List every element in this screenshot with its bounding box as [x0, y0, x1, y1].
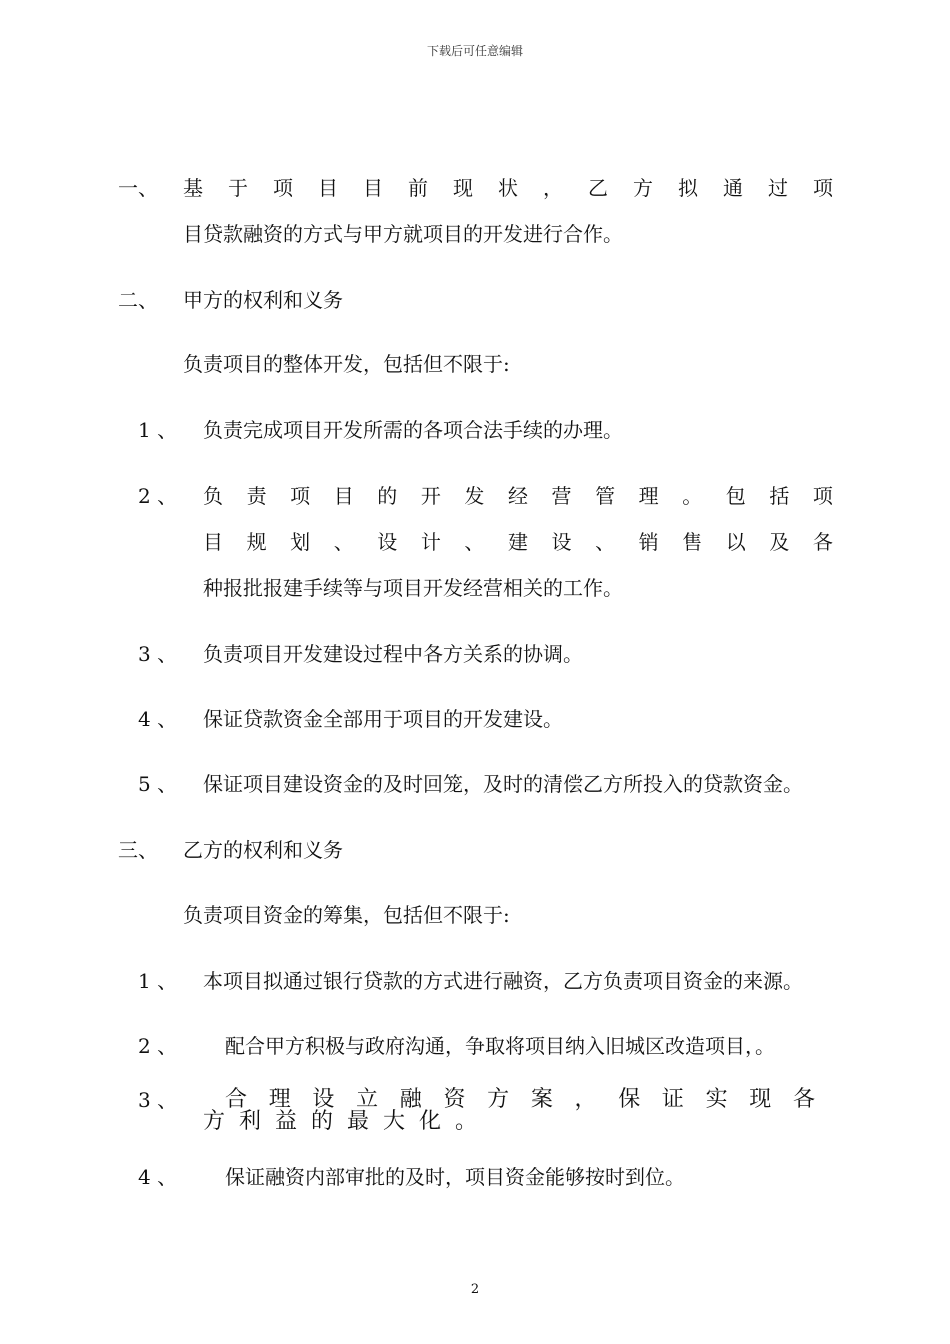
section-3-number: 三、: [118, 838, 158, 862]
item-2-3-number: 3 、: [138, 642, 178, 666]
glyph: 理: [268, 1087, 291, 1112]
section-3-intro: 负责项目资金的筹集，包括但不限于:: [183, 903, 510, 927]
item-2-1-text: 负责完成项目开发所需的各项合法手续的办理。: [203, 418, 623, 442]
section-2-intro: 负责项目的整体开发，包括但不限于:: [183, 352, 510, 376]
section-2-title: 甲方的权利和义务: [183, 288, 343, 312]
glyph: 证: [661, 1087, 684, 1112]
glyph: 前: [408, 176, 428, 200]
glyph: 项: [813, 176, 833, 200]
glyph: 销: [638, 530, 659, 554]
glyph: 设: [551, 530, 572, 554]
glyph: 售: [682, 530, 703, 554]
glyph: 开: [420, 484, 441, 508]
glyph: 责: [246, 484, 267, 508]
glyph: 经: [507, 484, 528, 508]
glyph: 负: [203, 484, 223, 508]
glyph: 保: [618, 1087, 641, 1112]
glyph: 乙: [588, 176, 608, 200]
glyph: 以: [725, 530, 746, 554]
glyph: 拟: [678, 176, 698, 200]
section-3-title: 乙方的权利和义务: [183, 838, 343, 862]
item-2-4-number: 4 、: [138, 707, 178, 731]
item-2-2-line-2: [203, 528, 833, 556]
glyph: 通: [723, 176, 743, 200]
glyph: 、: [333, 530, 354, 554]
glyph: 于: [228, 176, 248, 200]
page-header: 下载后可任意编辑: [426, 44, 523, 58]
glyph: 包: [725, 484, 746, 508]
page-number: 2: [470, 1282, 480, 1297]
glyph: 目: [333, 484, 354, 508]
glyph: 设: [312, 1087, 335, 1112]
item-2-3-text: 负责项目开发建设过程中各方关系的协调。: [203, 642, 583, 666]
glyph: 计: [420, 530, 441, 554]
glyph: 理: [638, 484, 659, 508]
glyph: 目: [363, 176, 383, 200]
item-2-2-line-1: [203, 482, 833, 510]
glyph: 目: [318, 176, 338, 200]
item-3-1-text: 本项目拟通过银行贷款的方式进行融资，乙方负责项目资金的来源。: [203, 969, 803, 993]
glyph: 状: [498, 176, 518, 200]
glyph: 及: [769, 530, 790, 554]
item-2-5-number: 5 、: [138, 772, 178, 796]
glyph: 方: [633, 176, 653, 200]
item-3-2-text: 配合甲方积极与政府沟通，争取将项目纳入旧城区改造项目，。: [225, 1034, 775, 1058]
glyph: 案: [530, 1087, 553, 1112]
glyph: 、: [464, 530, 485, 554]
glyph: 资: [443, 1087, 466, 1112]
glyph: 。: [682, 484, 703, 508]
glyph: 的: [377, 484, 398, 508]
glyph: 项: [812, 484, 833, 508]
item-2-1-number: 1 、: [138, 418, 178, 442]
glyph: 划: [290, 530, 311, 554]
glyph: 建: [507, 530, 528, 554]
glyph: 、: [595, 530, 616, 554]
item-3-3-number: 3 、: [138, 1088, 178, 1112]
glyph: 现: [453, 176, 473, 200]
glyph: 项: [290, 484, 311, 508]
item-2-5-text: 保证项目建设资金的及时回笼，及时的清偿乙方所投入的贷款资金。: [203, 772, 803, 796]
item-3-2-number: 2 、: [138, 1034, 178, 1058]
item-2-2-line-3: 种报批报建手续等与项目开发经营相关的工作。: [203, 576, 623, 600]
glyph: 发: [464, 484, 485, 508]
glyph: ，: [574, 1087, 597, 1112]
glyph: 融: [399, 1087, 422, 1112]
section-1-line-1: [183, 174, 833, 202]
glyph: 项: [273, 176, 293, 200]
glyph: 管: [595, 484, 616, 508]
glyph: 立: [356, 1087, 379, 1112]
item-2-2-number: 2 、: [138, 484, 178, 508]
glyph: 营: [551, 484, 572, 508]
glyph: 规: [246, 530, 267, 554]
item-2-4-text: 保证贷款资金全部用于项目的开发建设。: [203, 707, 563, 731]
item-3-1-number: 1 、: [138, 969, 178, 993]
section-2-number: 二、: [118, 288, 158, 312]
section-1-line-2: 目贷款融资的方式与甲方就项目的开发进行合作。: [183, 222, 623, 246]
glyph: 括: [769, 484, 790, 508]
glyph: 设: [377, 530, 398, 554]
glyph: 实: [705, 1087, 728, 1112]
glyph: 各: [792, 1087, 815, 1112]
glyph: 各: [812, 530, 833, 554]
glyph: 目: [203, 530, 223, 554]
item-3-4-text: 保证融资内部审批的及时，项目资金能够按时到位。: [225, 1165, 685, 1189]
glyph: 方: [487, 1087, 510, 1112]
glyph: 合: [225, 1087, 248, 1112]
glyph: 基: [183, 176, 203, 200]
glyph: ，: [543, 176, 563, 200]
glyph: 现: [749, 1087, 772, 1112]
item-3-3-line-2: 方利益的最大化。: [203, 1109, 492, 1134]
item-3-4-number: 4 、: [138, 1165, 178, 1189]
glyph: 过: [768, 176, 788, 200]
section-1-number: 一、: [118, 176, 158, 200]
